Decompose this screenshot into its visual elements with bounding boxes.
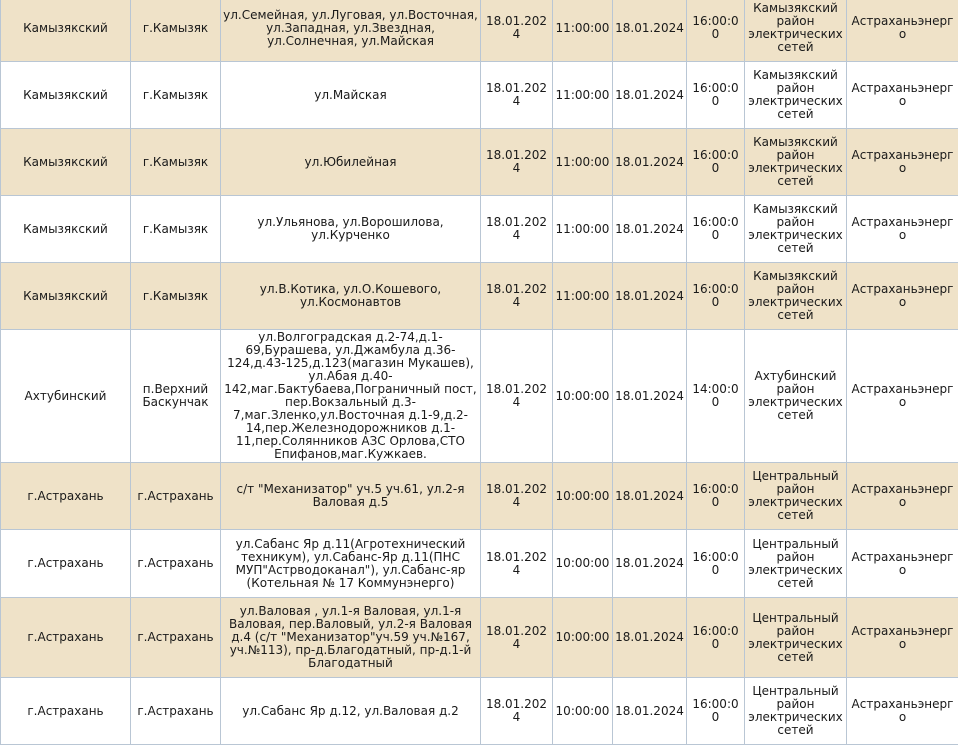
end-time-cell: 16:00:00 bbox=[687, 530, 745, 598]
end-date-cell: 18.01.2024 bbox=[613, 62, 687, 129]
start-time-cell: 10:00:00 bbox=[553, 678, 613, 745]
end-date-cell: 18.01.2024 bbox=[613, 463, 687, 530]
company-cell: Астраханьэнерго bbox=[847, 678, 958, 745]
locality-cell: г.Астрахань bbox=[131, 530, 221, 598]
district-cell: г.Астрахань bbox=[1, 598, 131, 678]
company-cell: Астраханьэнерго bbox=[847, 196, 958, 263]
end-date-cell: 18.01.2024 bbox=[613, 598, 687, 678]
end-time-cell: 16:00:00 bbox=[687, 598, 745, 678]
start-date-cell: 18.01.2024 bbox=[481, 678, 553, 745]
district-cell: Ахтубинский bbox=[1, 330, 131, 463]
locality-cell: г.Камызяк bbox=[131, 62, 221, 129]
start-date-cell: 18.01.2024 bbox=[481, 598, 553, 678]
address-cell: ул.Майская bbox=[221, 62, 481, 129]
district-cell: Камызякский bbox=[1, 129, 131, 196]
end-time-cell: 16:00:00 bbox=[687, 129, 745, 196]
locality-cell: г.Камызяк bbox=[131, 129, 221, 196]
end-date-cell: 18.01.2024 bbox=[613, 0, 687, 62]
end-time-cell: 16:00:00 bbox=[687, 463, 745, 530]
start-time-cell: 11:00:00 bbox=[553, 62, 613, 129]
network-cell: Камызякский район электрических сетей bbox=[745, 196, 847, 263]
end-time-cell: 16:00:00 bbox=[687, 196, 745, 263]
end-time-cell: 16:00:00 bbox=[687, 0, 745, 62]
start-date-cell: 18.01.2024 bbox=[481, 263, 553, 330]
start-date-cell: 18.01.2024 bbox=[481, 463, 553, 530]
end-time-cell: 16:00:00 bbox=[687, 263, 745, 330]
company-cell: Астраханьэнерго bbox=[847, 62, 958, 129]
start-date-cell: 18.01.2024 bbox=[481, 62, 553, 129]
company-cell: Астраханьэнерго bbox=[847, 0, 958, 62]
locality-cell: г.Камызяк bbox=[131, 196, 221, 263]
address-cell: ул.Ульянова, ул.Ворошилова, ул.Курченко bbox=[221, 196, 481, 263]
address-cell: ул.Семейная, ул.Луговая, ул.Восточная, ул.Западная, ул.Звездная, ул.Солнечная, ул.Майская bbox=[221, 0, 481, 62]
address-cell: ул.Волгоградская д.2-74,д.1-69,Бурашева, ул.Джамбула д.36-124,д.43-125,д.123(магазин Мукашев), ул.Абая д.40-142,маг.Бактубаева,Пограничный пост, пер.Вокзальный д.3-7,маг.Зленко,ул.Восточная д.1-9,д.2-14,пер.Железнодорожников д.1-11,пер.Солянников АЗС Орлова,СТО Епифанов,маг.Кужкаев. bbox=[221, 330, 481, 463]
network-cell: Камызякский район электрических сетей bbox=[745, 263, 847, 330]
end-time-cell: 16:00:00 bbox=[687, 62, 745, 129]
network-cell: Камызякский район электрических сетей bbox=[745, 129, 847, 196]
district-cell: г.Астрахань bbox=[1, 530, 131, 598]
company-cell: Астраханьэнерго bbox=[847, 530, 958, 598]
end-date-cell: 18.01.2024 bbox=[613, 129, 687, 196]
company-cell: Астраханьэнерго bbox=[847, 330, 958, 463]
district-cell: г.Астрахань bbox=[1, 463, 131, 530]
locality-cell: г.Астрахань bbox=[131, 678, 221, 745]
end-date-cell: 18.01.2024 bbox=[613, 678, 687, 745]
address-cell: ул.В.Котика, ул.О.Кошевого, ул.Космонавтов bbox=[221, 263, 481, 330]
start-time-cell: 10:00:00 bbox=[553, 598, 613, 678]
locality-cell: г.Камызяк bbox=[131, 263, 221, 330]
company-cell: Астраханьэнерго bbox=[847, 463, 958, 530]
start-time-cell: 10:00:00 bbox=[553, 530, 613, 598]
start-time-cell: 10:00:00 bbox=[553, 330, 613, 463]
district-cell: Камызякский bbox=[1, 263, 131, 330]
end-date-cell: 18.01.2024 bbox=[613, 530, 687, 598]
network-cell: Камызякский район электрических сетей bbox=[745, 62, 847, 129]
end-time-cell: 16:00:00 bbox=[687, 678, 745, 745]
district-cell: Камызякский bbox=[1, 196, 131, 263]
locality-cell: г.Астрахань bbox=[131, 463, 221, 530]
start-time-cell: 11:00:00 bbox=[553, 263, 613, 330]
table-body bbox=[1, 0, 958, 745]
address-cell: ул.Валовая , ул.1-я Валовая, ул.1-я Валовая, пер.Валовый, ул.2-я Валовая д.4 (с/т "Механизатор"уч.59 уч.№167, уч.№113), пр-д.Благодатный, пр-д.1-й Благодатный bbox=[221, 598, 481, 678]
district-cell: Камызякский bbox=[1, 62, 131, 129]
locality-cell: г.Камызяк bbox=[131, 0, 221, 62]
address-cell: ул.Сабанс Яр д.11(Агротехнический техникум), ул.Сабанс-Яр д.11(ПНС МУП"Астрводоканал"), ул.Сабанс-яр (Котельная № 17 Коммунэнерго) bbox=[221, 530, 481, 598]
network-cell: Ахтубинский район электрических сетей bbox=[745, 330, 847, 463]
network-cell: Центральный район электрических сетей bbox=[745, 463, 847, 530]
address-cell: ул.Сабанс Яр д.12, ул.Валовая д.2 bbox=[221, 678, 481, 745]
start-time-cell: 11:00:00 bbox=[553, 196, 613, 263]
company-cell: Астраханьэнерго bbox=[847, 263, 958, 330]
locality-cell: п.Верхний Баскунчак bbox=[131, 330, 221, 463]
start-time-cell: 11:00:00 bbox=[553, 0, 613, 62]
end-time-cell: 14:00:00 bbox=[687, 330, 745, 463]
start-time-cell: 11:00:00 bbox=[553, 129, 613, 196]
network-cell: Центральный район электрических сетей bbox=[745, 598, 847, 678]
end-date-cell: 18.01.2024 bbox=[613, 196, 687, 263]
end-date-cell: 18.01.2024 bbox=[613, 263, 687, 330]
network-cell: Центральный район электрических сетей bbox=[745, 530, 847, 598]
address-cell: с/т "Механизатор" уч.5 уч.61, ул.2-я Валовая д.5 bbox=[221, 463, 481, 530]
end-date-cell: 18.01.2024 bbox=[613, 330, 687, 463]
network-cell: Центральный район электрических сетей bbox=[745, 678, 847, 745]
company-cell: Астраханьэнерго bbox=[847, 129, 958, 196]
locality-cell: г.Астрахань bbox=[131, 598, 221, 678]
district-cell: Камызякский bbox=[1, 0, 131, 62]
start-date-cell: 18.01.2024 bbox=[481, 0, 553, 62]
start-time-cell: 10:00:00 bbox=[553, 463, 613, 530]
address-cell: ул.Юбилейная bbox=[221, 129, 481, 196]
start-date-cell: 18.01.2024 bbox=[481, 530, 553, 598]
start-date-cell: 18.01.2024 bbox=[481, 129, 553, 196]
district-cell: г.Астрахань bbox=[1, 678, 131, 745]
company-cell: Астраханьэнерго bbox=[847, 598, 958, 678]
network-cell: Камызякский район электрических сетей bbox=[745, 0, 847, 62]
start-date-cell: 18.01.2024 bbox=[481, 330, 553, 463]
start-date-cell: 18.01.2024 bbox=[481, 196, 553, 263]
